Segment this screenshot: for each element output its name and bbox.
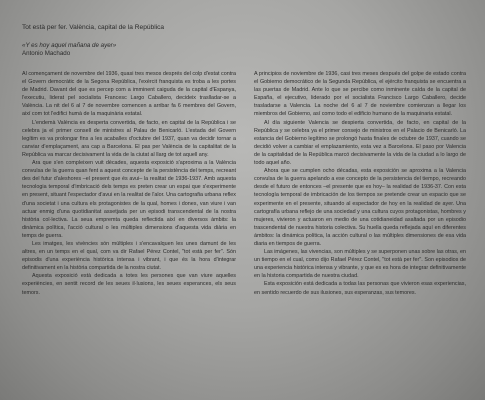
paragraph: L'endemà València es desperta convertida, de facto, en capital de la República i se celebra ja el primer consell de ministres al Palau de Benicarló. L'estada del Govern legítim es va prolongar fins a les acaballes d'octubre del 1937, quan va decidir tornar a canviar d'emplaçament, ara cap a Barcelona. El pas per València de la capitalitat de la República va marcar decisivament la vida de la ciutat al llarg de tot aquell any.: [22, 119, 236, 158]
paragraph: Aquesta exposició està dedicada a totes les persones que van viure aquelles experiències, en sentit record de les seues il·lusions, les seues esperances, els seus temors.: [22, 273, 236, 296]
spanish-text-column: [254, 70, 466, 297]
paragraph: Ahora que se cumplen ocho décadas, esta exposición se aproxima a la Valencia convulsa de la guerra apelando a ese concepto de la persistencia del tiempo, recreando desde el futuro de entonces –el presente que es hoy– la realidad de 1936-37. Con esta tecnología temporal de imbricación de los tiempos se pretende crear un espacio que se experimente en el presente, situando al espectador de hoy en la realidad de ayer. Una cartografía urbana reflejo de una sociedad y una cultura cuyos protagonistas, hombres y mujeres, vivieron y actuaron en medio de una cotidianeidad asaltada por un episodio trascendental de nuestra historia colectiva. Su huella queda reflejada aquí en diferentes ámbitos: la dinámica política, la acción cultural o las múltiples dimensiones de esa vida diaria en tiempos de guerra.: [254, 168, 466, 247]
paragraph: Les imatges, les vivències són múltiples i s'encavalquen les unes damunt de les altres, en un temps en el qual, com va dir Rafael Pérez Contel, "tot està per fer". Són episodis d'una experiència històrica intensa i vibrant, i que és la hora d'integrar definitivament en la història compartida de la nostra ciutat.: [22, 240, 236, 272]
epigraph-author: Antonio Machado: [22, 50, 71, 58]
paragraph: A principios de noviembre de 1936, casi tres meses después del golpe de estado contra el Gobierno democrático de la Segunda República, el ejército franquista se encuentra a las puertas de Madrid. Ante lo que se percibe como inminente caída de la capital de España, el ejecutivo, liderado por el socialista Francisco Largo Caballero, decide trasladarse a Valencia. La noche del 6 al 7 de noviembre comienzan a llegar los miembros del Gobierno, así como todo el edificio humano de la maquinaria estatal.: [254, 71, 466, 118]
exhibition-title: Tot està per fer. València, capital de la República: [22, 24, 165, 31]
paragraph: Las imágenes, las vivencias, son múltiples y se superponen unas sobre las otras, en un tiempo en el cual, como dijo Rafael Pérez Contel, "tot està per fer". Son episodios de una experiencia histórica intensa y vibrante, y que es es hora de integrar definitivamente en la historia compartida de nuestra ciudad.: [254, 249, 466, 280]
epigraph-quote: «Y es hoy aquel mañana de ayer»: [22, 42, 117, 50]
paragraph: Ara que s'en compleixen vuit dècades, aquesta exposició s'aproxima a la València convulsa de la guerra quan fent a aquest concepte de la persistència del temps, recreant des del futur d'aleshores –el present que és avui– la realitat de 1936-1937. Amb aquesta tecnologia temporal d'imbricació dels temps es preten crear un espai que s'experimente en present, situant l'espectador d'avui en la realitat de l'alor. Una cartografia urbana reflex d'una societat i una cultura els protagonistes de la qual, homes i dones, van viure i van actuar enmig d'una quotidianitat assetjada per un episodi transcendental de la nostra història col·lectiva. La seua empremta queda reflectida així en diversos àmbits: la dinàmica política, l'acció cultural o les múltiples dimensions d'aquesta vida diària en temps de guerra.: [22, 160, 236, 239]
paragraph: Al començament de novembre del 1936, quasi tres mesos després del colp d'estat contra el Govern democràtic de la Segona República, l'exèrcit franquista es troba a les portes de Madrid. Davant del que es percep com a imminent caiguda de la capital d'Espanya, l'executiu, liderat pel socialista Francesc Largo Caballero, decideix traslladar-se a València. La nit del 6 al 7 de novembre comencen a arribar fa 6 membres del Govern, així com tot l'edifici humà de la maquinària estatal.: [22, 71, 236, 118]
paragraph: Al día siguiente Valencia se despierta convertida, de facto, en capital de la República y se celebra ya el primer consejo de ministros en el Palacio de Benicarló. La estancia del Gobierno legítimo se prolongó hasta finales de octubre de 1937, cuando se decidió volver a cambiar el emplazamiento, esta vez a Barcelona. El paso por Valencia de la capitalidad de la República marcó decisivamente la vida de la ciudad a lo largo de todo aquel año.: [254, 119, 466, 167]
valencian-text-column: [22, 70, 236, 297]
paragraph: Esta exposición está dedicada a todas las personas que vivieron esas experiencias, en sentido recuerdo de sus ilusiones, sus esperanzas, sus temores.: [254, 281, 466, 296]
panel-header: [22, 24, 252, 58]
